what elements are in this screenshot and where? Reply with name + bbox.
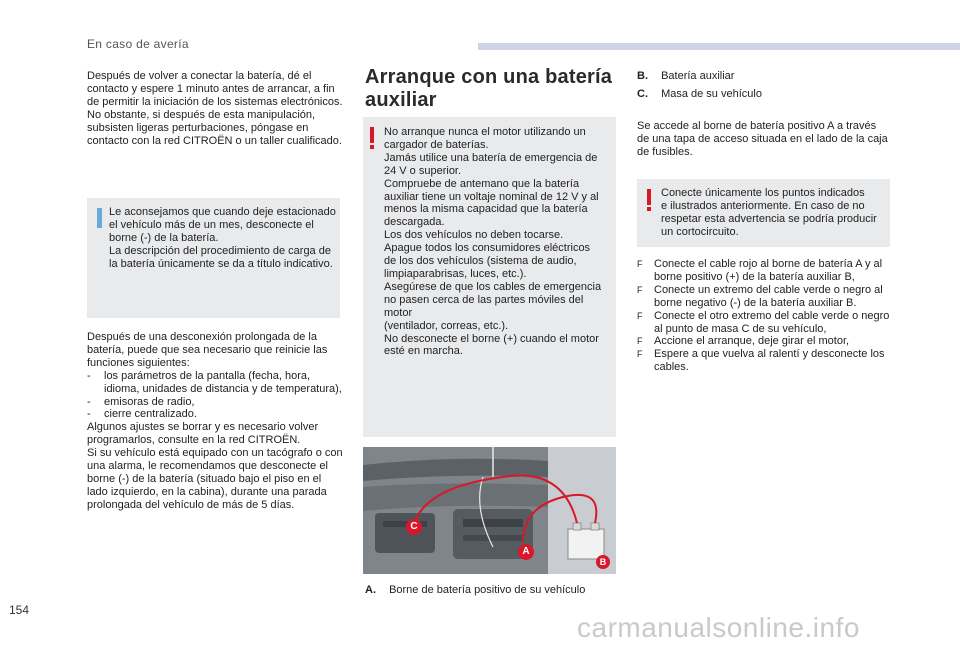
info-box [87,198,340,318]
legend-c-label: C. [637,88,648,100]
marker-b: B [596,555,610,569]
marker-c: C [406,519,422,535]
info-icon [97,208,102,228]
bullet-icon: F [637,349,643,360]
access-paragraph: Se accede al borne de batería positivo A a través de una tapa de acceso situada en el lado de la caja de fusibles. [637,120,888,158]
section-title: En caso de avería [87,37,189,51]
disconnection-intro: Después de una desconexión prolongada de la batería, puede que sea necesario que reinicie las funciones siguientes: [87,331,328,369]
legend-b-text: Batería auxiliar [661,70,735,82]
engine-bay-drawing [363,447,616,574]
list-item: F Conecte un extremo del cable verde o negro al borne negativo (-) de la batería auxiliar B. [637,283,883,309]
legend-c [637,88,897,100]
list-item: - los parámetros de la pantalla (fecha, hora, idioma, unidades de distancia y de temperatura), [87,369,342,395]
legend-c-text: Masa de su vehículo [661,88,762,100]
list-item: - emisoras de radio, [87,395,195,408]
info-box-text: Le aconsejamos que cuando deje estacionado el vehículo más de un mes, desconecte el borne (-) de la batería. La descripción del procedimiento de carga de la batería únicamente se da a título indicativo. [109,206,336,270]
bullet-icon: F [637,336,643,347]
reconnect-paragraph: Después de volver a conectar la batería, dé el contacto y espere 1 minuto antes de arrancar, a fin de permitir la iniciación de los sistemas electrónicos. No obstante, si después de esta manipulación, subsisten ligeras perturbaciones, póngase en contacto con la red CITROËN o un taller cualificado. [87,70,343,147]
list-item: - cierre centralizado. [87,408,197,421]
marker-a: A [518,544,534,560]
bullet-icon: F [637,310,643,321]
connection-warning-text: Conecte únicamente los puntos indicados e ilustrados anteriormente. En caso de no respetar esta advertencia se podría producir un cortocircuito. [661,187,877,238]
legend-b-label: B. [637,70,648,82]
connection-warning-box [637,179,890,247]
warning-icon-dot [370,145,374,149]
warning-icon [647,189,651,205]
header-bar [478,43,960,50]
warning-icon [370,127,374,143]
procedure-steps [637,258,899,374]
bullet-icon: F [637,259,643,269]
reset-functions-list [87,370,347,422]
page-heading: Arranque con una batería auxiliar [365,66,613,111]
disconnection-section [87,331,347,512]
disconnection-outro: Algunos ajustes se borrar y es necesario volver programarlos, consulte en la red CITROËN. Si su vehículo está equipado con un tacógrafo o con una alarma, le recomendamos que desconecte el borne (-) de la batería (situado bajo el piso en el lado izquierdo, en la cabina), durante una parada prolongada del vehículo de más de 5 días. [87,421,343,511]
page-number: 154 [9,603,30,617]
list-item: F Conecte el cable rojo al borne de batería A y al borne positivo (+) de la batería auxiliar B, [637,258,883,283]
watermark: carmanualsonline.info [577,612,860,643]
legend-a-text: Borne de batería positivo de su vehículo [389,584,586,596]
legend-a-label: A. [365,584,376,596]
legend-a [365,584,625,596]
bullet-icon: F [637,284,643,295]
jump-start-illustration [363,447,616,574]
legend-b [637,70,897,82]
list-item: F Conecte el otro extremo del cable verde o negro al punto de masa C de su vehículo, [637,309,890,335]
warning-box [363,117,616,437]
list-item: F Accione el arranque, deje girar el motor, [637,335,850,348]
warning-icon-dot [647,207,651,211]
list-item: F Espere a que vuelva al ralentí y desconecte los cables. [637,348,885,374]
warning-box-text: No arranque nunca el motor utilizando un cargador de baterías. Jamás utilice una batería de emergencia de 24 V o superior. Compruebe de antemano que la batería auxiliar tiene un voltaje nominal de 12 V y al menos la misma capacidad que la batería descargada. Los dos vehículos no deben tocarse. Apague todos los consumidores eléctricos de los dos vehículos (sistema de audio, limpiaparabrisas, luces, etc.). Asegúrese de que los cables de emergencia no pasen cerca de las partes móviles del motor (ventilador, correas, etc.). No desconecte el borne (+) cuando el motor esté en marcha. [384,126,602,358]
